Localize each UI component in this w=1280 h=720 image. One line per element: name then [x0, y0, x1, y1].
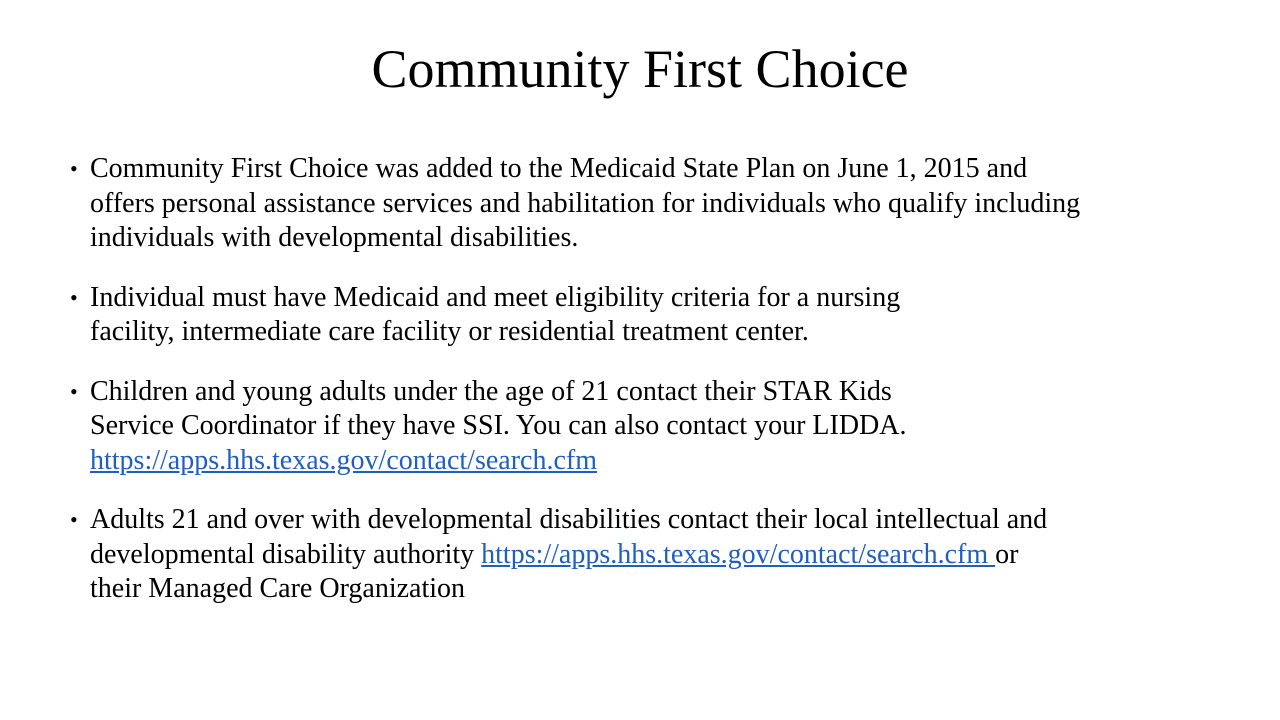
bullet-dot-icon: • [70, 156, 78, 181]
bullet-item-2 [70, 281, 1250, 350]
bullet-text [90, 152, 1250, 256]
hhs-contact-search-link[interactable]: https://apps.hhs.texas.gov/contact/search.cfm [90, 444, 597, 476]
bullet-line-suffix: or [995, 538, 1019, 570]
bullet-line: offers personal assistance services and habilitation for individuals who qualify including [90, 187, 1081, 219]
bullet-line: individuals with developmental disabilities. [90, 222, 579, 253]
bullet-line: Children and young adults under the age of 21 contact their STAR Kids [90, 375, 892, 407]
hhs-contact-search-link[interactable]: https://apps.hhs.texas.gov/contact/search.cfm [481, 538, 996, 570]
bullet-line: Adults 21 and over with developmental disabilities contact their local intellectual and [90, 504, 1048, 535]
bullet-line: facility, intermediate care facility or residential treatment center. [90, 316, 809, 347]
bullet-item-4 [70, 503, 1250, 607]
bullet-line [90, 444, 1250, 479]
bullet-line: Community First Choice was added to the Medicaid State Plan on June 1, 2015 and [90, 153, 1028, 184]
bullet-list [70, 152, 1250, 632]
bullet-dot-icon: • [70, 284, 78, 310]
bullet-line: their Managed Care Organization [90, 573, 466, 604]
bullet-line: Individual must have Medicaid and meet eligibility criteria for a nursing [90, 281, 901, 313]
bullet-line-prefix: developmental disability authority [90, 538, 482, 570]
bullet-text [90, 281, 1250, 350]
slide-title: Community First Choice [371, 39, 909, 99]
bullet-dot-icon: • [70, 507, 78, 532]
bullet-item-1 [70, 152, 1250, 256]
bullet-text [90, 503, 1250, 607]
bullet-line [90, 538, 1250, 573]
bullet-text [90, 375, 1250, 479]
bullet-line: Service Coordinator if they have SSI. You can also contact your LIDDA. [90, 410, 907, 441]
bullet-dot-icon: • [70, 378, 78, 404]
bullet-item-3 [70, 375, 1250, 479]
